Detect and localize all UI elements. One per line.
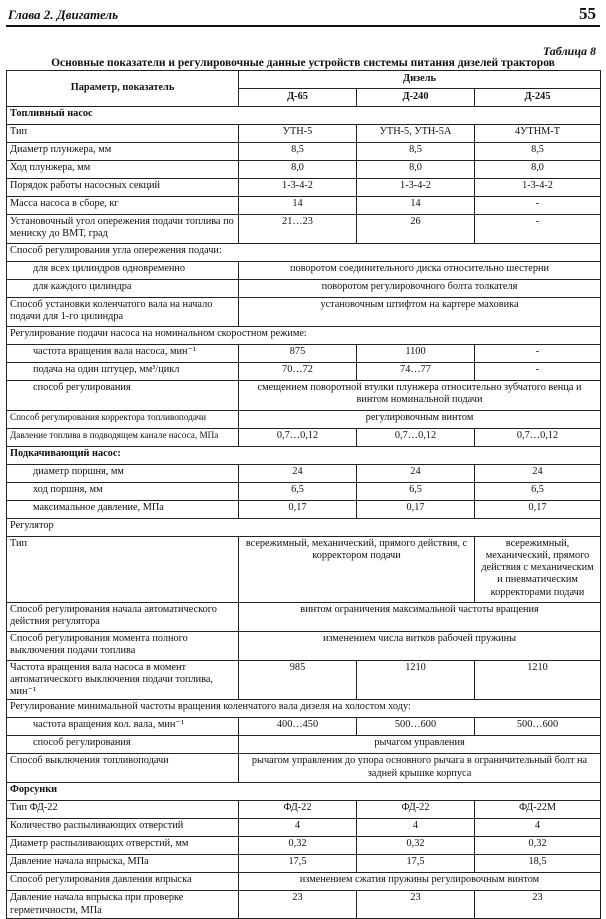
table-row xyxy=(7,661,601,700)
header-rule xyxy=(6,25,600,27)
row-label: Диаметр распыливающих отверстий, мм xyxy=(7,837,239,855)
cell-merged: установочным штифтом на картере маховика xyxy=(239,298,601,327)
cell-d240: 23 xyxy=(357,891,475,918)
cell-d245: - xyxy=(475,215,601,244)
cell-d240: 1210 xyxy=(357,661,475,700)
table-row xyxy=(7,754,601,783)
row-label: максимальное давление, МПа xyxy=(7,501,239,519)
row-label: Способ выключения топливоподачи xyxy=(7,754,239,783)
cell-d240: 0,17 xyxy=(357,501,475,519)
row-label: Регулирование подачи насоса на номинальном скоростном режиме: xyxy=(7,327,601,345)
cell-d240: УТН-5, УТН-5А xyxy=(357,125,475,143)
row-label: Тип ФД-22 xyxy=(7,801,239,819)
table-row xyxy=(7,411,601,429)
cell-d245: 1-3-4-2 xyxy=(475,179,601,197)
cell-d240: 4 xyxy=(357,819,475,837)
header-diesel: Дизель xyxy=(239,71,601,89)
table-row xyxy=(7,483,601,501)
cell-d65: УТН-5 xyxy=(239,125,357,143)
row-label: для всех цилиндров одновременно xyxy=(7,262,239,280)
cell-d245: 8,5 xyxy=(475,143,601,161)
table-row xyxy=(7,718,601,736)
table-row xyxy=(7,873,601,891)
section-feed-pump: Подкачивающий насос: xyxy=(7,447,601,465)
chapter-title: Глава 2. Двигатель xyxy=(8,7,119,22)
row-label: Способ установки коленчатого вала на начало подачи для 1-го цилиндра xyxy=(7,298,239,327)
cell-d65: 4 xyxy=(239,819,357,837)
row-label: диаметр поршня, мм xyxy=(7,465,239,483)
cell-d245: 4УТНМ-Т xyxy=(475,125,601,143)
row-label: Способ регулирования начала автоматического действия регулятора xyxy=(7,603,239,632)
cell-d240: 1100 xyxy=(357,345,475,363)
row-label: частота вращения кол. вала, мин⁻¹ xyxy=(7,718,239,736)
specs-table xyxy=(6,70,601,919)
table-title: Основные показатели и регулировочные данные устройств системы питания дизелей тракторов xyxy=(51,57,555,69)
cell-d240: ФД-22 xyxy=(357,801,475,819)
table-row xyxy=(7,381,601,411)
row-label: Тип xyxy=(7,537,239,603)
table-row xyxy=(7,345,601,363)
table-row xyxy=(7,537,601,603)
section-fuel-pump: Топливный насос xyxy=(7,107,601,125)
table-row xyxy=(7,161,601,179)
row-label: Тип xyxy=(7,125,239,143)
cell-d65: 17,5 xyxy=(239,855,357,873)
cell-merged: смещением поворотной втулки плунжера относительно зубчатого венца и винтом номинальной подачи xyxy=(239,381,601,411)
section-injectors: Форсунки xyxy=(7,783,601,801)
cell-d245: ФД-22М xyxy=(475,801,601,819)
cell-merged: поворотом соединительного диска относительно шестерни xyxy=(239,262,601,280)
running-header xyxy=(6,6,600,24)
cell-d245: всережимный, механический, прямого действия с механическим и пневматическим корректорами подачи xyxy=(475,537,601,603)
row-label: Давление начала впрыска при проверке герметичности, МПа xyxy=(7,891,239,918)
cell-d65: 24 xyxy=(239,465,357,483)
row-label: Порядок работы насосных секций xyxy=(7,179,239,197)
cell-d65: 875 xyxy=(239,345,357,363)
table-row xyxy=(7,143,601,161)
cell-d245: 8,0 xyxy=(475,161,601,179)
table-row xyxy=(7,280,601,298)
row-label: Установочный угол опережения подачи топлива по мениску до ВМТ, град xyxy=(7,215,239,244)
cell-d65: 0,32 xyxy=(239,837,357,855)
row-label: Частота вращения вала насоса в момент автоматического выключения подачи топлива, мин⁻¹ xyxy=(7,661,239,700)
row-label: Количество распыливающих отверстий xyxy=(7,819,239,837)
cell-d240: 26 xyxy=(357,215,475,244)
cell-d240: 500…600 xyxy=(357,718,475,736)
row-label: Ход плунжера, мм xyxy=(7,161,239,179)
row-label: Способ регулирования момента полного выключения подачи топлива xyxy=(7,632,239,661)
cell-d65: 23 xyxy=(239,891,357,918)
cell-d65: 8,5 xyxy=(239,143,357,161)
cell-merged: изменением числа витков рабочей пружины xyxy=(239,632,601,661)
cell-d240: 74…77 xyxy=(357,363,475,381)
table-row xyxy=(7,179,601,197)
cell-d245: 4 xyxy=(475,819,601,837)
table-row xyxy=(7,298,601,327)
cell-merged: рычагом управления xyxy=(239,736,601,754)
row-label: Масса насоса в сборе, кг xyxy=(7,197,239,215)
header-d65: Д-65 xyxy=(239,89,357,107)
table-row xyxy=(7,197,601,215)
cell-d240: 1-3-4-2 xyxy=(357,179,475,197)
row-label: способ регулирования xyxy=(7,381,239,411)
cell-d240: 17,5 xyxy=(357,855,475,873)
cell-d240: 8,0 xyxy=(357,161,475,179)
cell-d245: 0,7…0,12 xyxy=(475,429,601,447)
table-row xyxy=(7,262,601,280)
table-label: Таблица 8 xyxy=(542,44,596,58)
cell-d65: 70…72 xyxy=(239,363,357,381)
cell-d65: 0,7…0,12 xyxy=(239,429,357,447)
row-label: подача на один штуцер, мм³/цикл xyxy=(7,363,239,381)
table-row xyxy=(7,465,601,483)
cell-d245: - xyxy=(475,345,601,363)
cell-d65: 14 xyxy=(239,197,357,215)
cell-d245: 1210 xyxy=(475,661,601,700)
header-param: Параметр, показатель xyxy=(7,71,239,107)
cell-d65: ФД-22 xyxy=(239,801,357,819)
cell-d245: 0,17 xyxy=(475,501,601,519)
table-row xyxy=(7,837,601,855)
row-label: частота вращения вала насоса, мин⁻¹ xyxy=(7,345,239,363)
header-d245: Д-245 xyxy=(475,89,601,107)
table-row xyxy=(7,603,601,632)
cell-merged: регулировочным винтом xyxy=(239,411,601,429)
row-label: Способ регулирования давления впрыска xyxy=(7,873,239,891)
cell-d245: 6,5 xyxy=(475,483,601,501)
cell-merged: поворотом регулировочного болта толкателя xyxy=(239,280,601,298)
section-regulator: Регулятор xyxy=(7,519,601,537)
cell-merged: винтом ограничения максимальной частоты вращения xyxy=(239,603,601,632)
cell-d245: - xyxy=(475,197,601,215)
row-label: Способ регулирования угла опережения подачи: xyxy=(7,244,601,262)
header-d240: Д-240 xyxy=(357,89,475,107)
table-row xyxy=(7,429,601,447)
row-label: Способ регулирования корректора топливоподачи xyxy=(7,411,239,429)
cell-d245: 24 xyxy=(475,465,601,483)
cell-d245: 18,5 xyxy=(475,855,601,873)
cell-d65: 0,17 xyxy=(239,501,357,519)
cell-d65: 21…23 xyxy=(239,215,357,244)
table-row xyxy=(7,736,601,754)
cell-d240: 0,32 xyxy=(357,837,475,855)
cell-d240: 0,7…0,12 xyxy=(357,429,475,447)
table-row xyxy=(7,632,601,661)
table-row xyxy=(7,125,601,143)
cell-d245: 0,32 xyxy=(475,837,601,855)
cell-d240: 8,5 xyxy=(357,143,475,161)
cell-d65: 1-3-4-2 xyxy=(239,179,357,197)
table-row xyxy=(7,891,601,918)
row-label: Давление топлива в подводящем канале насоса, МПа xyxy=(7,429,239,447)
cell-merged: изменением сжатия пружины регулировочным винтом xyxy=(239,873,601,891)
cell-d245: 500…600 xyxy=(475,718,601,736)
cell-d240: 24 xyxy=(357,465,475,483)
table-row xyxy=(7,855,601,873)
table-row xyxy=(7,215,601,244)
row-label: Давление начала впрыска, МПа xyxy=(7,855,239,873)
cell-d65: 6,5 xyxy=(239,483,357,501)
cell-d65: 8,0 xyxy=(239,161,357,179)
cell-d65: 985 xyxy=(239,661,357,700)
cell-merged: рычагом управления до упора основного рычага в ограничительный болт на задней крышке корпуса xyxy=(239,754,601,783)
row-label: для каждого цилиндра xyxy=(7,280,239,298)
page-number: 55 xyxy=(579,4,596,23)
table-row xyxy=(7,501,601,519)
cell-d245: 23 xyxy=(475,891,601,918)
table-row xyxy=(7,819,601,837)
row-label: способ регулирования xyxy=(7,736,239,754)
cell-d245: - xyxy=(475,363,601,381)
table-row xyxy=(7,363,601,381)
cell-d240: 14 xyxy=(357,197,475,215)
cell-d65: 400…450 xyxy=(239,718,357,736)
cell-d65-d240: всережимный, механический, прямого действия, с корректором подачи xyxy=(239,537,475,603)
table-row xyxy=(7,801,601,819)
row-label: Диаметр плунжера, мм xyxy=(7,143,239,161)
cell-d240: 6,5 xyxy=(357,483,475,501)
row-label: ход поршня, мм xyxy=(7,483,239,501)
row-label: Регулирование минимальной частоты вращения коленчатого вала дизеля на холостом ходу: xyxy=(7,700,601,718)
